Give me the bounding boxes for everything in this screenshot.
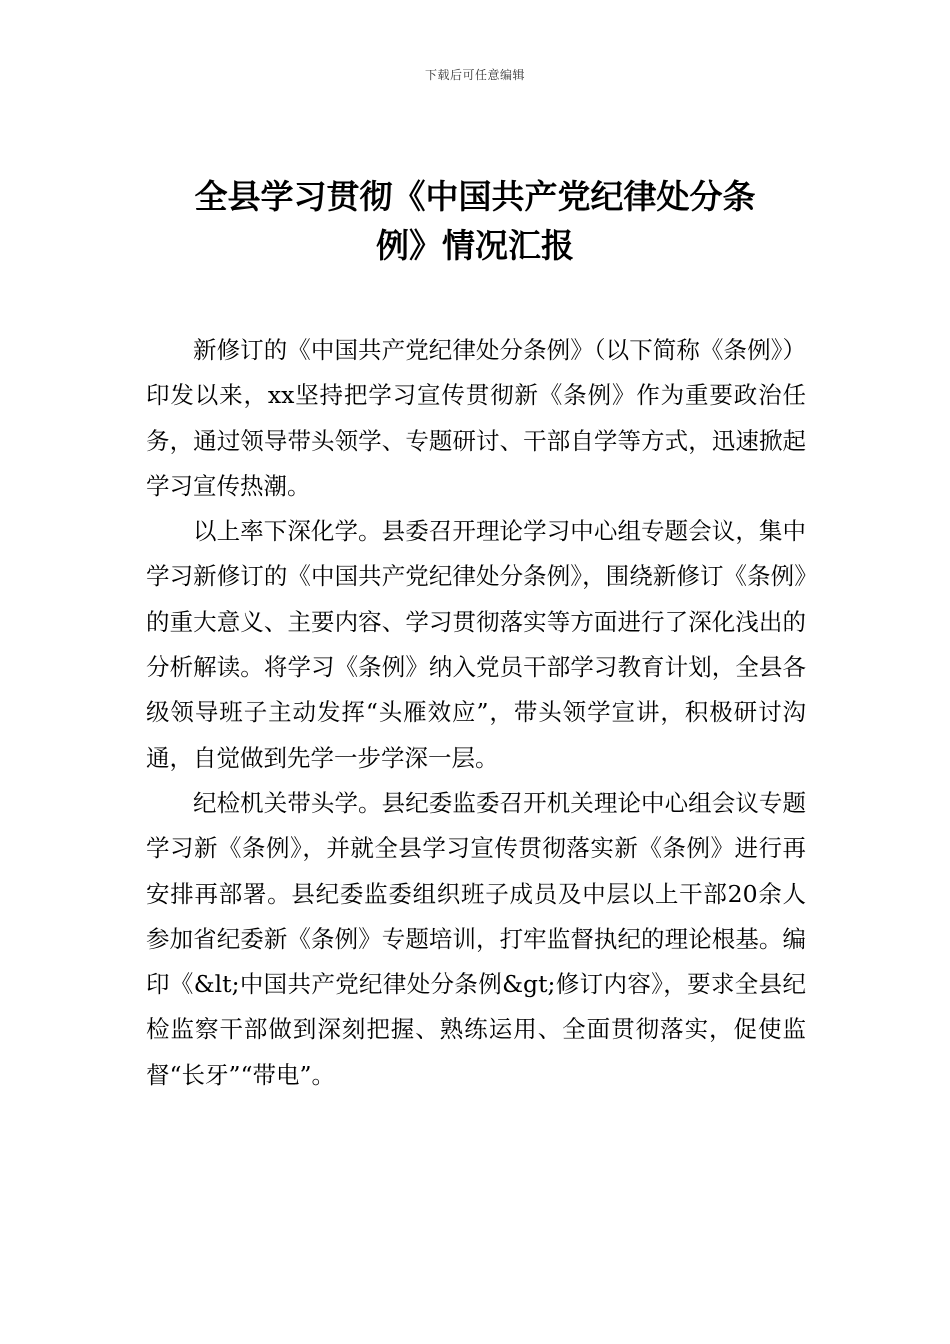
title-line-1: 全县学习贯彻《中国共产党纪律处分条: [194, 177, 756, 216]
title-line-2: 例》情况汇报: [376, 226, 574, 265]
document-title: [120, 172, 830, 270]
paragraph-discipline-study: 纪检机关带头学。县纪委监委召开机关理论中心组会议专题学习新《条例》，并就全县学习宣传贯彻落实新《条例》进行再安排再部署。县纪委监委组织班子成员及中层以上干部20余人参加省纪委新《条例》专题培训，打牢监督执纪的理论根基。编印《&lt;中国共产党纪律处分条例&gt;修订内容》，要求全县纪检监察干部做到深刻把握、熟练运用、全面贯彻落实，促使监督“长牙”“带电”。: [146, 788, 806, 1089]
header-note: 下载后可任意编辑: [424, 68, 525, 82]
paragraph-leadership-study: 以上率下深化学。县委召开理论学习中心组专题会议，集中学习新修订的《中国共产党纪律处分条例》，围绕新修订《条例》的重大意义、主要内容、学习贯彻落实等方面进行了深化浅出的分析解读。将学习《条例》纳入党员干部学习教育计划，全县各级领导班子主动发挥“头雁效应”，带头领学宣讲，积极研讨沟通，自觉做到先学一步学深一层。: [146, 517, 806, 772]
document-body: [146, 328, 806, 1098]
paragraph-intro: 新修订的《中国共产党纪律处分条例》（以下简称《条例》）印发以来，xx坚持把学习宣传贯彻新《条例》作为重要政治任务，通过领导带头领学、专题研讨、干部自学等方式，迅速掀起学习宣传热潮。: [146, 336, 806, 500]
